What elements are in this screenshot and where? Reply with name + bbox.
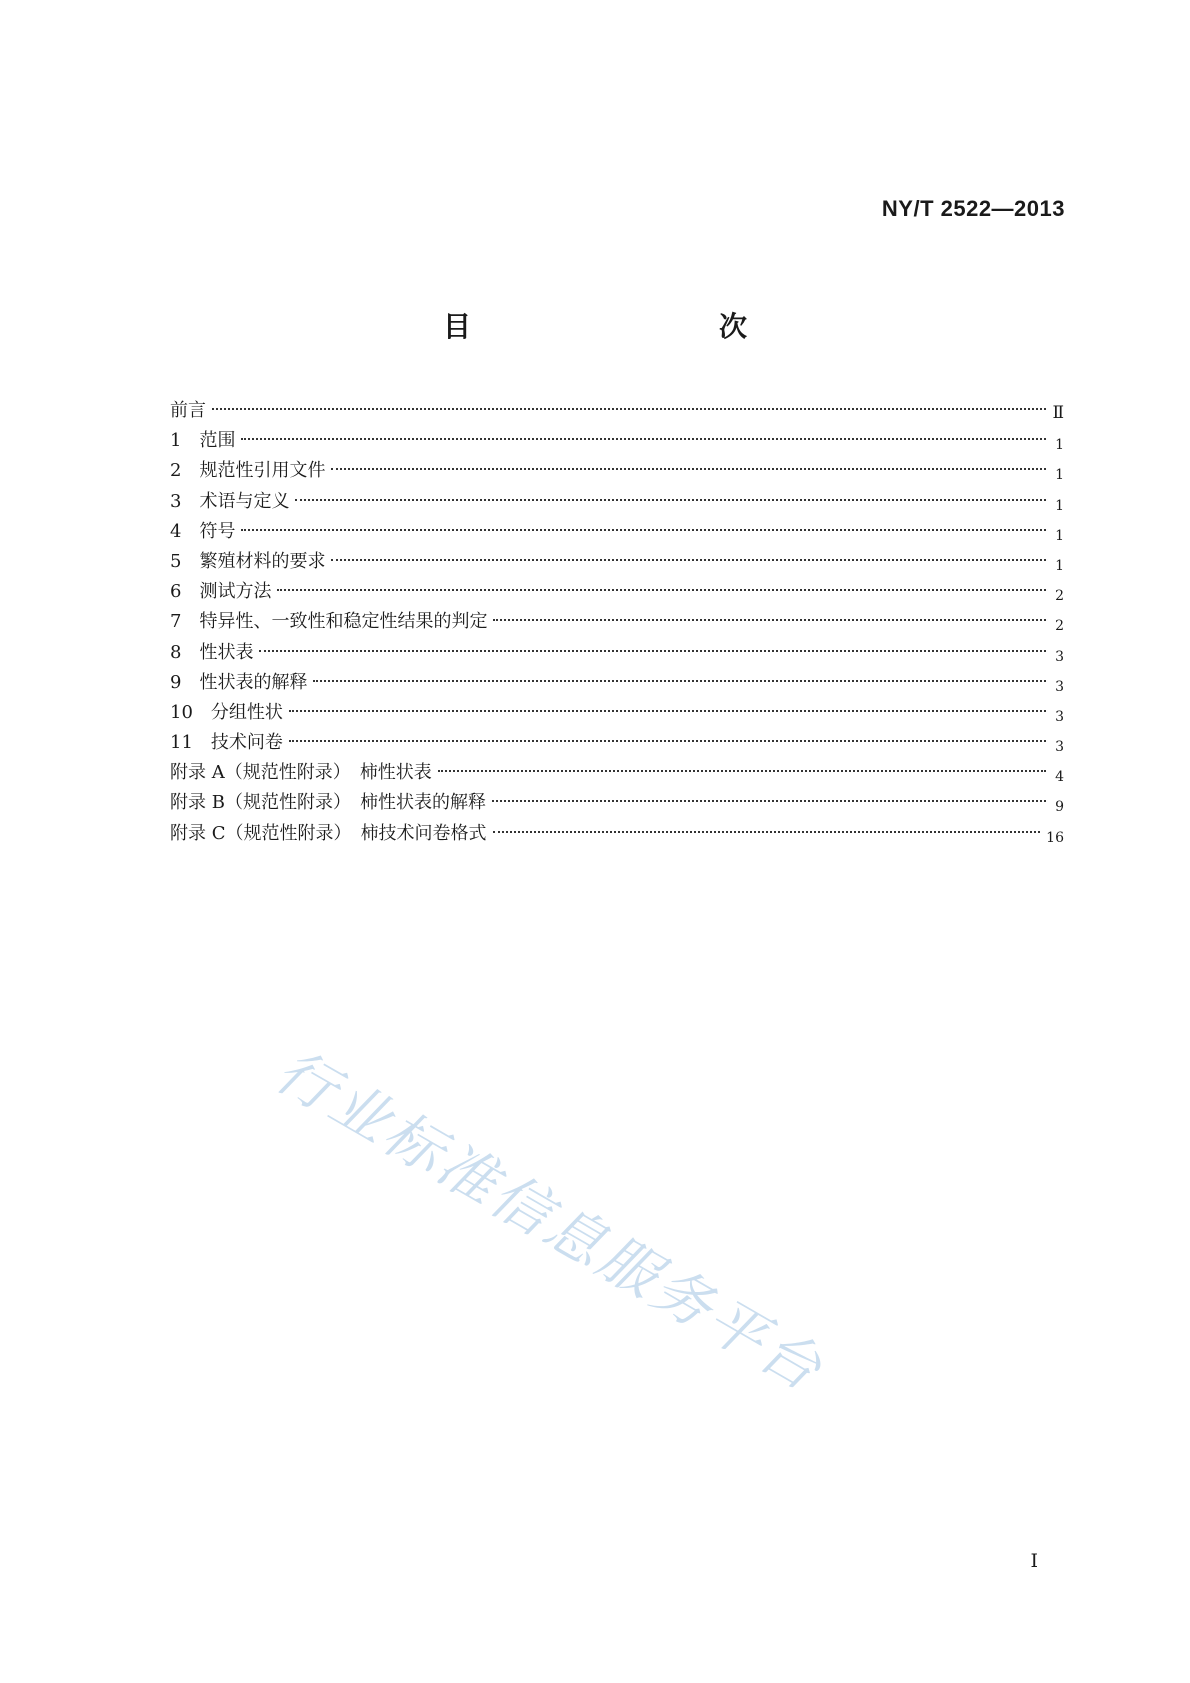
toc-entry-label: 9 性状表的解释 — [170, 671, 308, 693]
toc-entry-label: 6 测试方法 — [170, 581, 272, 603]
dot-leader — [289, 740, 1046, 742]
dot-leader — [212, 408, 1046, 410]
toc-entry-page: 1 — [1055, 557, 1064, 574]
dot-leader — [289, 710, 1046, 712]
toc-entry-page: 1 — [1055, 467, 1064, 484]
standard-number: NY/T 2522—2013 — [881, 196, 1065, 221]
toc-entry-page: 3 — [1055, 648, 1064, 665]
toc-entry-label: 附录 A（规范性附录） 柿性状表 — [170, 762, 432, 784]
toc-entry-label: 4 符号 — [170, 520, 236, 542]
toc-entry-page: 1 — [1055, 527, 1064, 544]
toc-entry-dus-assessment[interactable] — [170, 607, 1064, 637]
dot-leader — [492, 800, 1046, 802]
toc-entry-technical-questionnaire[interactable] — [170, 728, 1064, 758]
toc-entry-label: 1 范围 — [170, 430, 236, 452]
toc-entry-label: 附录 C（规范性附录） 柿技术问卷格式 — [170, 822, 487, 844]
toc-entry-page: 2 — [1055, 588, 1064, 605]
toc-entry-characteristics-table[interactable] — [170, 638, 1064, 668]
toc-entry-annex-a[interactable] — [170, 758, 1064, 788]
toc-entry-label: 8 性状表 — [170, 641, 254, 663]
toc-entry-label: 附录 B（规范性附录） 柿性状表的解释 — [170, 792, 486, 814]
toc-entry-page: 3 — [1055, 678, 1064, 695]
dot-leader — [331, 559, 1046, 561]
toc-entry-page: 1 — [1055, 497, 1064, 514]
toc-entry-label: 前言 — [170, 400, 206, 421]
dot-leader — [259, 650, 1046, 652]
dot-leader — [277, 589, 1046, 591]
toc-entry-label: 7 特异性、一致性和稳定性结果的判定 — [170, 611, 488, 633]
dot-leader — [493, 619, 1046, 621]
toc-entry-page: 3 — [1055, 708, 1064, 725]
toc-entry-page: 4 — [1055, 769, 1064, 786]
watermark: 行业标准信息服务平台 — [264, 1036, 836, 1406]
toc-entry-page: 3 — [1055, 739, 1064, 756]
toc-entry-label: 11 技术问卷 — [170, 732, 283, 754]
toc-entry-annex-b[interactable] — [170, 788, 1064, 818]
toc-entry-propagating-material[interactable] — [170, 547, 1064, 577]
toc-entry-label: 3 术语与定义 — [170, 490, 290, 512]
toc-entry-symbols[interactable] — [170, 517, 1064, 547]
toc-list — [170, 396, 1064, 849]
toc-entry-table-explanation[interactable] — [170, 668, 1064, 698]
toc-entry-scope[interactable] — [170, 426, 1064, 456]
dot-leader — [241, 438, 1046, 440]
page-number: Ⅰ — [1030, 1550, 1038, 1572]
toc-entry-page: 1 — [1055, 437, 1064, 454]
toc-entry-normative-references[interactable] — [170, 456, 1064, 486]
toc-entry-page: 2 — [1055, 618, 1064, 635]
toc-entry-label: 5 繁殖材料的要求 — [170, 550, 326, 572]
toc-entry-test-methods[interactable] — [170, 577, 1064, 607]
dot-leader — [313, 680, 1046, 682]
toc-title: 目 次 — [442, 310, 811, 343]
toc-entry-page: 9 — [1055, 799, 1064, 816]
dot-leader — [493, 831, 1041, 833]
toc-entry-label: 10 分组性状 — [170, 701, 283, 723]
dot-leader — [438, 770, 1046, 772]
toc-entry-terms-definitions[interactable] — [170, 487, 1064, 517]
dot-leader — [295, 499, 1046, 501]
toc-entry-label: 2 规范性引用文件 — [170, 460, 326, 482]
toc-entry-page: Ⅱ — [1052, 403, 1064, 423]
toc-entry-foreword[interactable] — [170, 396, 1064, 426]
dot-leader — [331, 468, 1046, 470]
toc-entry-page: 16 — [1046, 829, 1064, 846]
dot-leader — [241, 529, 1046, 531]
toc-entry-annex-c[interactable] — [170, 819, 1064, 849]
toc-entry-grouping-characteristics[interactable] — [170, 698, 1064, 728]
